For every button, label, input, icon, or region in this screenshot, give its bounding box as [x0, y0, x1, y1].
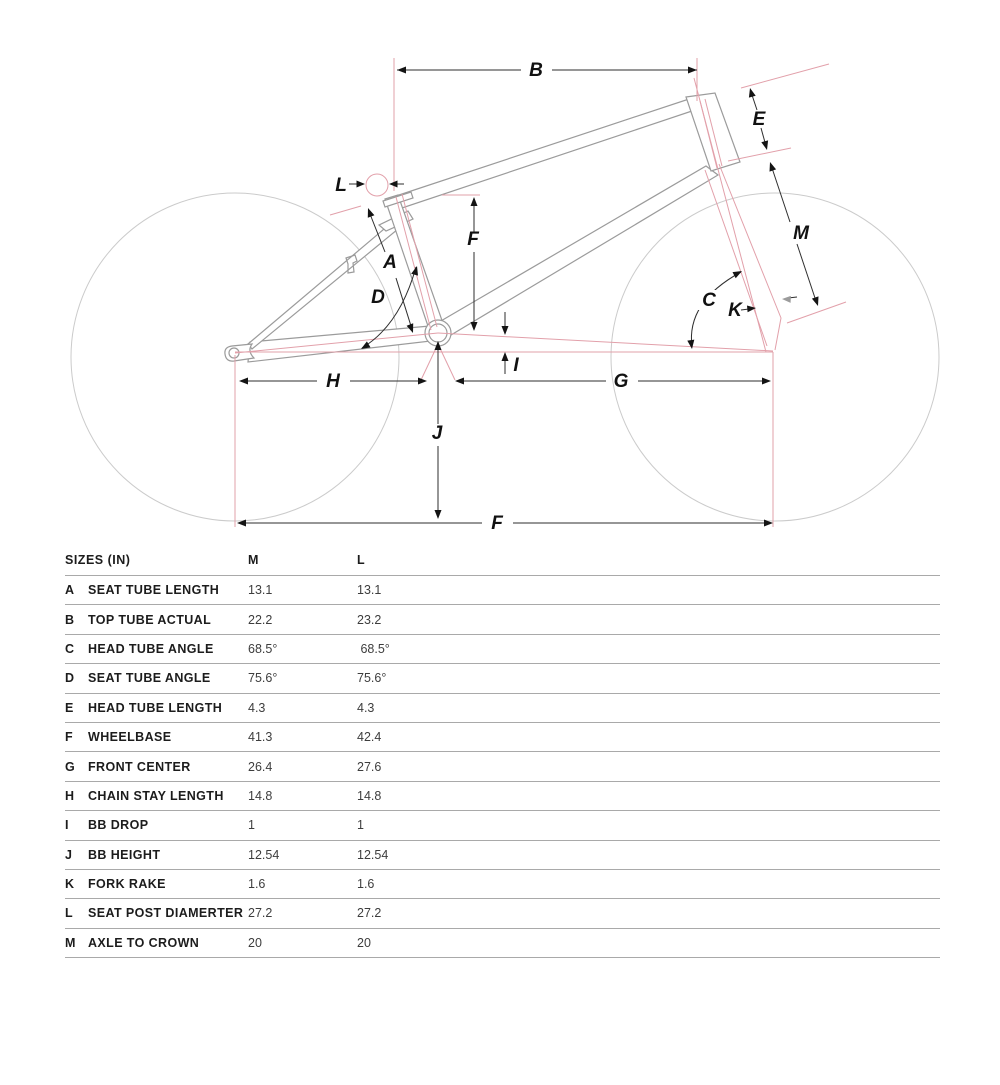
row-value-m: 26.4	[248, 759, 273, 774]
row-letter: E	[65, 700, 74, 715]
row-value-l: 4.3	[357, 700, 375, 715]
row-letter: J	[65, 847, 73, 862]
table-row	[65, 664, 940, 693]
fork-blade-front	[719, 164, 781, 350]
row-label: FRONT CENTER	[88, 759, 191, 774]
row-value-m: 1	[248, 818, 255, 833]
row-label: HEAD TUBE ANGLE	[88, 641, 214, 656]
table-header-sizes: SIZES (IN)	[65, 553, 131, 567]
row-value-l: 68.5°	[357, 641, 390, 656]
row-label: HEAD TUBE LENGTH	[88, 700, 223, 715]
dimension-labels	[326, 60, 810, 534]
row-label: CHAIN STAY LENGTH	[88, 788, 224, 803]
table-row	[65, 929, 940, 958]
row-letter: G	[65, 759, 76, 774]
table-header-size-l: L	[357, 553, 366, 567]
table-header	[65, 545, 940, 576]
row-value-m: 27.2	[248, 906, 273, 921]
dim-label-j: J	[431, 423, 443, 444]
row-value-l: 27.6	[357, 759, 382, 774]
row-value-m: 75.6°	[248, 671, 278, 686]
table-row	[65, 723, 940, 752]
table-row	[65, 605, 940, 634]
row-label: SEAT TUBE LENGTH	[88, 583, 220, 598]
frame-outline	[225, 93, 740, 362]
row-value-l: 12.54	[357, 847, 389, 862]
row-value-m: 13.1	[248, 583, 273, 598]
row-label: TOP TUBE ACTUAL	[88, 612, 212, 627]
row-value-m: 68.5°	[248, 641, 278, 656]
row-value-l: 1.6	[357, 877, 375, 892]
guide-bb-front-axle	[438, 333, 773, 351]
dim-label-c: C	[702, 290, 716, 311]
row-label: AXLE TO CROWN	[88, 935, 200, 950]
row-letter: K	[65, 877, 75, 892]
row-label: FORK RAKE	[88, 877, 166, 892]
row-value-m: 1.6	[248, 877, 266, 892]
table-row	[65, 899, 940, 928]
row-label: SEAT POST DIAMERTER	[88, 906, 244, 921]
row-value-l: 27.2	[357, 906, 382, 921]
table-row	[65, 635, 940, 664]
dim-label-i: I	[513, 355, 519, 376]
dim-label-m: M	[793, 223, 809, 244]
row-value-l: 1	[357, 818, 364, 833]
dim-label-h: H	[326, 371, 340, 392]
geometry-table-body	[65, 576, 940, 958]
row-letter: I	[65, 818, 69, 833]
table-row	[65, 870, 940, 899]
dim-label-b: B	[529, 60, 543, 81]
row-value-l: 42.4	[357, 730, 382, 745]
row-value-m: 41.3	[248, 730, 273, 745]
guide-seat-clamp-tick	[330, 206, 361, 215]
row-value-m: 4.3	[248, 700, 266, 715]
row-letter: D	[65, 671, 75, 686]
row-letter: C	[65, 641, 75, 656]
row-value-l: 23.2	[357, 612, 382, 627]
dimension-lines	[237, 67, 819, 527]
row-letter: H	[65, 788, 75, 803]
table-row	[65, 694, 940, 723]
chain-stay	[248, 326, 431, 362]
dim-label-d: D	[371, 287, 385, 308]
dim-label-a: A	[383, 252, 397, 273]
row-value-l: 13.1	[357, 583, 382, 598]
row-letter: M	[65, 935, 76, 950]
row-letter: B	[65, 612, 75, 627]
row-letter: L	[65, 906, 74, 921]
dim-label-f-vertical: F	[467, 229, 479, 250]
down-tube	[434, 166, 718, 338]
row-label: BB HEIGHT	[88, 847, 161, 862]
guide-seatpost-edge-1	[396, 197, 431, 330]
table-row	[65, 811, 940, 840]
row-label: SEAT TUBE ANGLE	[88, 671, 211, 686]
table-row	[65, 752, 940, 781]
row-value-l: 20	[357, 935, 371, 950]
guide-axle-crown-ext	[787, 302, 846, 323]
seat-post-diameter-circle	[366, 174, 388, 196]
row-value-m: 20	[248, 935, 262, 950]
row-label: WHEELBASE	[88, 730, 172, 745]
table-row	[65, 841, 940, 870]
dim-label-l: L	[335, 175, 347, 196]
row-value-l: 14.8	[357, 788, 382, 803]
table-row	[65, 782, 940, 811]
row-value-m: 12.54	[248, 847, 280, 862]
table-row	[65, 576, 940, 605]
dim-label-e: E	[752, 109, 766, 130]
top-tube	[396, 99, 695, 208]
row-value-m: 14.8	[248, 788, 273, 803]
row-value-l: 75.6°	[357, 671, 387, 686]
guide-head-top-ext	[741, 64, 829, 88]
dim-label-g: G	[613, 371, 629, 392]
row-letter: A	[65, 583, 75, 598]
row-letter: F	[65, 730, 74, 745]
row-value-m: 22.2	[248, 612, 273, 627]
row-label: BB DROP	[88, 818, 149, 833]
table-header-size-m: M	[248, 553, 259, 567]
dim-label-k: K	[728, 300, 742, 321]
dim-label-f-wheelbase: F	[491, 513, 503, 534]
geometry-table	[65, 545, 940, 958]
front-wheel	[611, 193, 939, 521]
